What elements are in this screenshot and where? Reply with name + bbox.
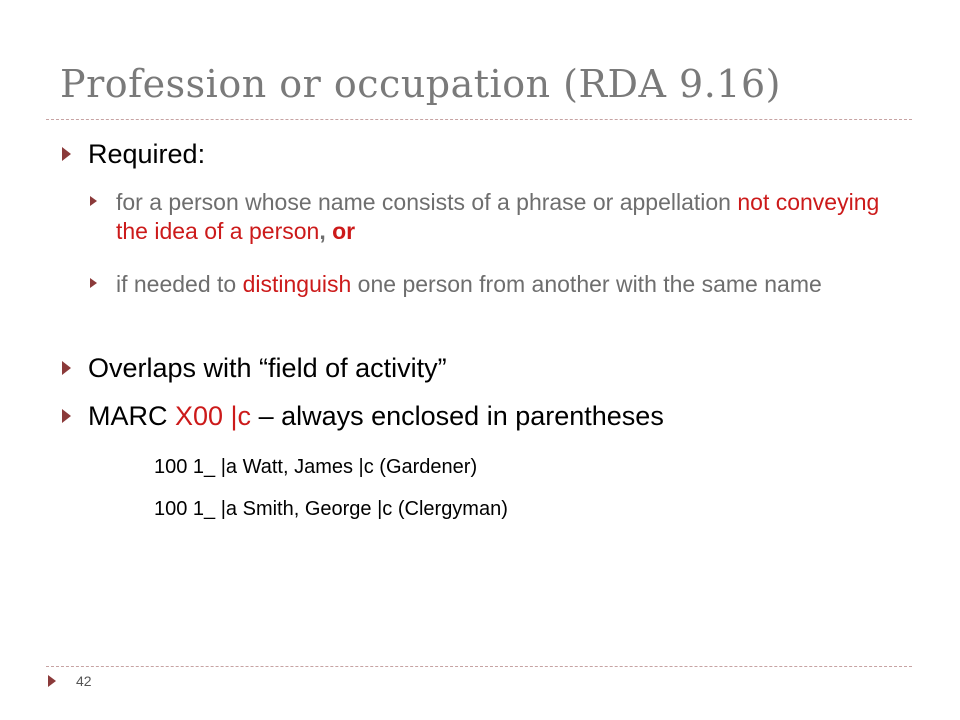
emphasis-text: distinguish xyxy=(242,271,352,297)
bullet-marc xyxy=(88,401,664,432)
title-divider xyxy=(46,119,912,120)
sub-bullet-arrow-icon xyxy=(90,196,97,206)
marc-suffix: – always enclosed in parentheses xyxy=(251,401,664,431)
comma-text: , xyxy=(319,218,326,244)
bullet-arrow-icon xyxy=(62,409,71,423)
bullet-arrow-icon xyxy=(62,361,71,375)
sub-bullet-text: for a person whose name consists of a phrase or appellation xyxy=(116,189,738,215)
marc-code: X00 |c xyxy=(175,401,252,431)
conjunction-text: or xyxy=(325,218,356,244)
sub-bullet-person-phrase xyxy=(116,188,896,246)
bullet-arrow-icon xyxy=(62,147,71,161)
sub-bullet-arrow-icon xyxy=(90,278,97,288)
marc-example-watt: 100 1_ |a Watt, James |c (Gardener) xyxy=(154,456,478,478)
sub-bullet-distinguish xyxy=(116,270,896,299)
bullet-required: Required: xyxy=(88,139,206,169)
bullet-overlaps: Overlaps with “field of activity” xyxy=(88,353,447,383)
slide-title: Profession or occupation (RDA 9.16) xyxy=(60,62,781,106)
sub-bullet-text: one person from another with the same name xyxy=(351,271,822,297)
page-marker-icon xyxy=(48,675,56,687)
sub-bullet-text: if needed to xyxy=(116,271,243,297)
marc-example-smith: 100 1_ |a Smith, George |c (Clergyman) xyxy=(154,498,508,520)
page-number: 42 xyxy=(76,673,92,689)
emphasis-text: not conveying the idea of a person xyxy=(116,189,880,244)
footer-divider xyxy=(46,666,912,667)
marc-prefix: MARC xyxy=(88,401,175,431)
